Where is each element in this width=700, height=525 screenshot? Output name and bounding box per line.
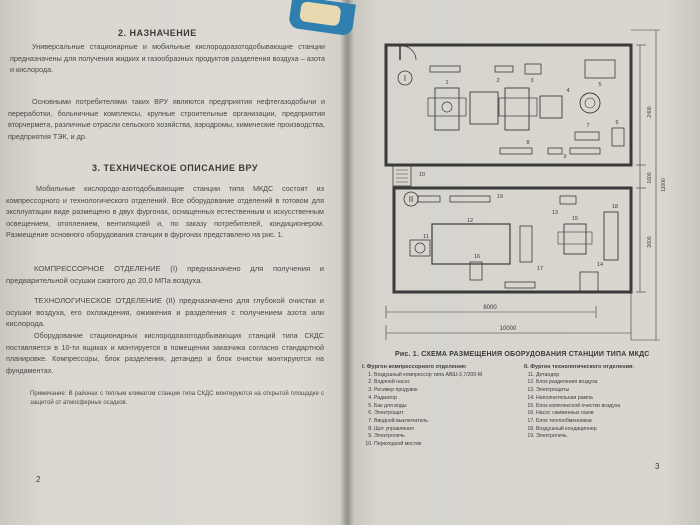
callout-18: 18: [611, 204, 619, 210]
legend-item: 2. Водяной насос: [374, 379, 512, 387]
legend-item: 5. Бак для воды: [374, 403, 512, 411]
dim-10000: 10000: [499, 326, 517, 332]
page-number-left: 2: [36, 475, 41, 484]
callout-3: 3: [530, 78, 534, 84]
page-number-right: 3: [655, 462, 660, 471]
legend-item: 15. Блок комплексной очистки воздуха: [536, 403, 664, 411]
callout-16: 16: [473, 254, 481, 260]
legend-item: 17. Блок теплообменников: [536, 418, 664, 426]
callout-14: 14: [596, 262, 604, 268]
section-3-paragraph-4: Оборудование стационарных кислородоазотодобывающих станций типа СКДС поставляется в 10-ти ящиках и монтируется в помещении заказчика согласно стандартной планировке. Компрессоры, блок разделения, детандер и блок очистки монтируются на фундаментах.: [6, 331, 324, 375]
section-3-paragraph-1: Мобильные кислородо-азотодобывающие станции типа МКДС состоят из компрессорного и технологического отделений. Все оборудование отделений в готовом для эксплуатации виде размещено в двух фургонах, оснащенных естественным и искусственным освещением, отоплением, вентиляцией и, по заказу потребителей, кондиционером. Размещение основного оборудования станции в фургонах представлено на рис. 1.: [6, 184, 324, 240]
legend-item: 8. Щит управления: [374, 426, 512, 434]
legend-item: 14. Наполнительная рампа: [536, 395, 664, 403]
van-1-outline: [386, 45, 631, 165]
legend-item: 6. Электрощит: [374, 410, 512, 418]
legend-item: 16. Насос сжиженных газов: [536, 410, 664, 418]
legend-item: 13. Электрощиты: [536, 387, 664, 395]
legend-item: 12. Блок разделения воздуха: [536, 379, 664, 387]
callout-10: 10: [418, 172, 426, 178]
dim-6000: 6000: [483, 305, 497, 311]
roman-numeral-2: II: [408, 195, 414, 204]
section-3-paragraph-2: КОМПРЕССОРНОЕ ОТДЕЛЕНИЕ (I) предназначено для получения и предварительной осушки сжатого до 20,0 МПа воздуха.: [6, 264, 324, 285]
legend-item: 3. Ресивер продувок: [374, 387, 512, 395]
figure-caption: Рис. 1. СХЕМА РАЗМЕЩЕНИЯ ОБОРУДОВАНИЯ СТАНЦИИ ТИПА МКДС: [395, 351, 650, 358]
legend-item: 7. Вводной выключатель: [374, 418, 512, 426]
legend-item: 18. Воздушный кондиционер: [536, 426, 664, 434]
legend-item: 19. Электропечь: [536, 433, 664, 441]
callout-11: 11: [423, 234, 429, 240]
section-2-paragraph-2: Основными потребителями таких ВРУ являются предприятия нефтегазодобычи и переработки, больничные комплексы, крупные строительные организации, предприятия вторчермета, различные отрасли сельского хозяйства, аэродромы, химические производства, предприятия ТЭК, и др.: [8, 97, 325, 141]
section-2-paragraph-1: Универсальные стационарные и мобильные кислородоазотодобывающие станции предназначены для получения жидких и газообразных продуктов разделения воздуха – азота и кислорода.: [10, 42, 325, 75]
legend-item: 1. Воздушный компрессор типа АВШ-3,7/200-М: [374, 372, 512, 380]
dim-2600: 2600: [647, 236, 653, 248]
callout-19: 19: [496, 194, 504, 200]
legend-item: 9. Электропечь: [374, 433, 512, 441]
section-2-title: 2. НАЗНАЧЕНИЕ: [118, 28, 197, 38]
legend-van-1: [362, 364, 512, 449]
dim-1600: 1600: [647, 172, 653, 184]
section-3-paragraph-3: ТЕХНОЛОГИЧЕСКОЕ ОТДЕЛЕНИЕ (II) предназначено для глубокой очистки и осушки воздуха, его охлаждения, ожижения и разделения с получением азота или кислорода.: [6, 296, 324, 329]
legend-van-1-title: I. Фургон компрессорного отделения:: [362, 364, 467, 370]
bridge: [393, 166, 411, 186]
roman-numeral-1: I: [403, 74, 407, 83]
section-3-title: 3. ТЕХНИЧЕСКОЕ ОПИСАНИЕ ВРУ: [92, 163, 258, 173]
callout-9: 9: [563, 154, 567, 160]
callout-13: 13: [551, 210, 559, 216]
callout-6: 6: [615, 120, 619, 126]
legend-van-2: [524, 364, 664, 441]
callout-15: 15: [571, 216, 579, 222]
dim-2400: 2400: [647, 106, 653, 118]
note: Примечание: В районах с теплым климатом станции типа СКДС монтируются на открытой площадке с защитой от атмосферных осадков.: [30, 391, 324, 406]
callout-8: 8: [526, 140, 530, 146]
callout-4: 4: [566, 88, 570, 94]
dim-11000: 11000: [661, 178, 667, 192]
callout-1: 1: [445, 80, 449, 86]
legend-item: 11. Детандер: [536, 372, 664, 380]
callout-17: 17: [536, 266, 544, 272]
callout-7: 7: [586, 123, 590, 129]
legend-item: 10. Переходной мостик: [374, 441, 512, 449]
callout-2: 2: [496, 78, 500, 84]
legend-van-2-title: II. Фургон технологического отделения:: [524, 364, 635, 370]
callout-5: 5: [598, 82, 602, 88]
legend-item: 4. Радиатор: [374, 395, 512, 403]
callout-12: 12: [466, 218, 474, 224]
